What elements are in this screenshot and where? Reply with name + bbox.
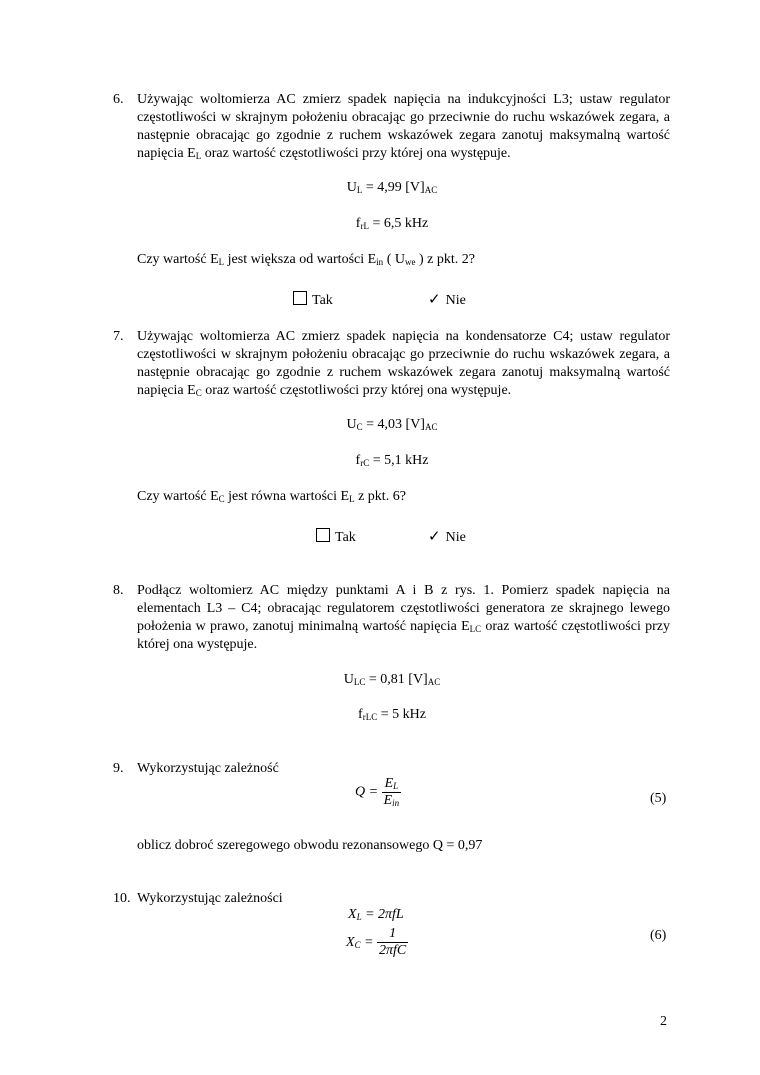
page-number: 2 xyxy=(660,1014,667,1029)
question-6: Czy wartość $E_L$ jest większa od wartości $E_{in}$ ( $U_{we}$ ) z pkt. 2? xyxy=(137,252,475,267)
equation-q: Q = $\frac{E_L}{E_{in}}$ xyxy=(355,776,400,808)
voltage-uc: $U_C = 4,03$ $[V]_{AC}$ xyxy=(346,417,438,432)
item-number: 10. xyxy=(113,891,131,906)
question-7: Czy wartość $E_C$ jest równa wartości $E_L$ z pkt. 6? xyxy=(137,489,406,504)
item-9-intro: Wykorzystując zależność xyxy=(137,761,279,776)
equation-xl: $X_L = 2\pi fL$ xyxy=(348,907,404,922)
item-8-text: Podłącz woltomierz AC między punktami A i B z rys. 1. Pomierz spadek napięcia na elementach L3 – C4; obracając regulatorem częstotliwości generatora ze skrajnego lewego położenia w prawo, zanotuj minimalną wartość napięcia $E_{LC}$ oraz wartość częstotliwości przy której ona występuje. xyxy=(137,583,670,652)
item-number: 6. xyxy=(113,92,124,107)
checkmark-icon: ✓ xyxy=(428,527,441,545)
quality-factor-result: oblicz dobroć szeregowego obwodu rezonansowego Q = 0,97 xyxy=(137,838,483,853)
item-number: 7. xyxy=(113,329,124,344)
item-6-text: Używając woltomierza AC zmierz spadek napięcia na indukcyjności L3; ustaw regulator częstotliwości w skrajnym położeniu obracając go przeciwnie do ruchu wskazówek zegara, a następnie obracając go zgodnie z ruchem wskazówek zegara zanotuj maksymalną wartość napięcia $E_L$ oraz wartość częstotliwości przy której ona występuje. xyxy=(137,92,670,161)
item-10-intro: Wykorzystując zależności xyxy=(137,891,283,906)
option-nie[interactable]: ✓ Nie xyxy=(428,527,466,545)
equation-xc: $X_C$ = $\frac{1}{\text{2πfC}}$ xyxy=(346,926,407,958)
equation-label: (6) xyxy=(650,928,667,943)
checkbox-icon xyxy=(293,291,307,305)
option-tak[interactable]: Tak xyxy=(293,291,333,310)
item-number: 9. xyxy=(113,761,124,776)
item-7-text: Używając woltomierza AC zmierz spadek napięcia na kondensatorze C4; ustaw regulator częstotliwości w skrajnym położeniu obracając go przeciwnie do ruchu wskazówek zegara, a następnie obracając go zgodnie z ruchem wskazówek zegara zanotuj maksymalną wartość napięcia $E_C$ oraz wartość częstotliwości przy której ona występuje. xyxy=(137,329,670,398)
item-number: 8. xyxy=(113,583,124,598)
voltage-ulc: $U_{LC} = 0,81$ $[V]_{AC}$ xyxy=(343,672,441,687)
checkbox-icon xyxy=(316,528,330,542)
equation-label: (5) xyxy=(650,791,667,806)
frequency-frc: $f_{rC} = 5,1$ kHz xyxy=(355,453,429,468)
voltage-ul: $U_L = 4,99$ $[V]_{AC}$ xyxy=(346,180,438,195)
frequency-frlc: $f_{rLC} = 5$ kHz xyxy=(358,707,426,722)
frequency-frl: $f_{rL} = 6,5$ kHz xyxy=(355,216,429,231)
option-tak[interactable]: Tak xyxy=(316,528,356,547)
checkmark-icon: ✓ xyxy=(428,290,441,308)
option-nie[interactable]: ✓ Nie xyxy=(428,290,466,308)
